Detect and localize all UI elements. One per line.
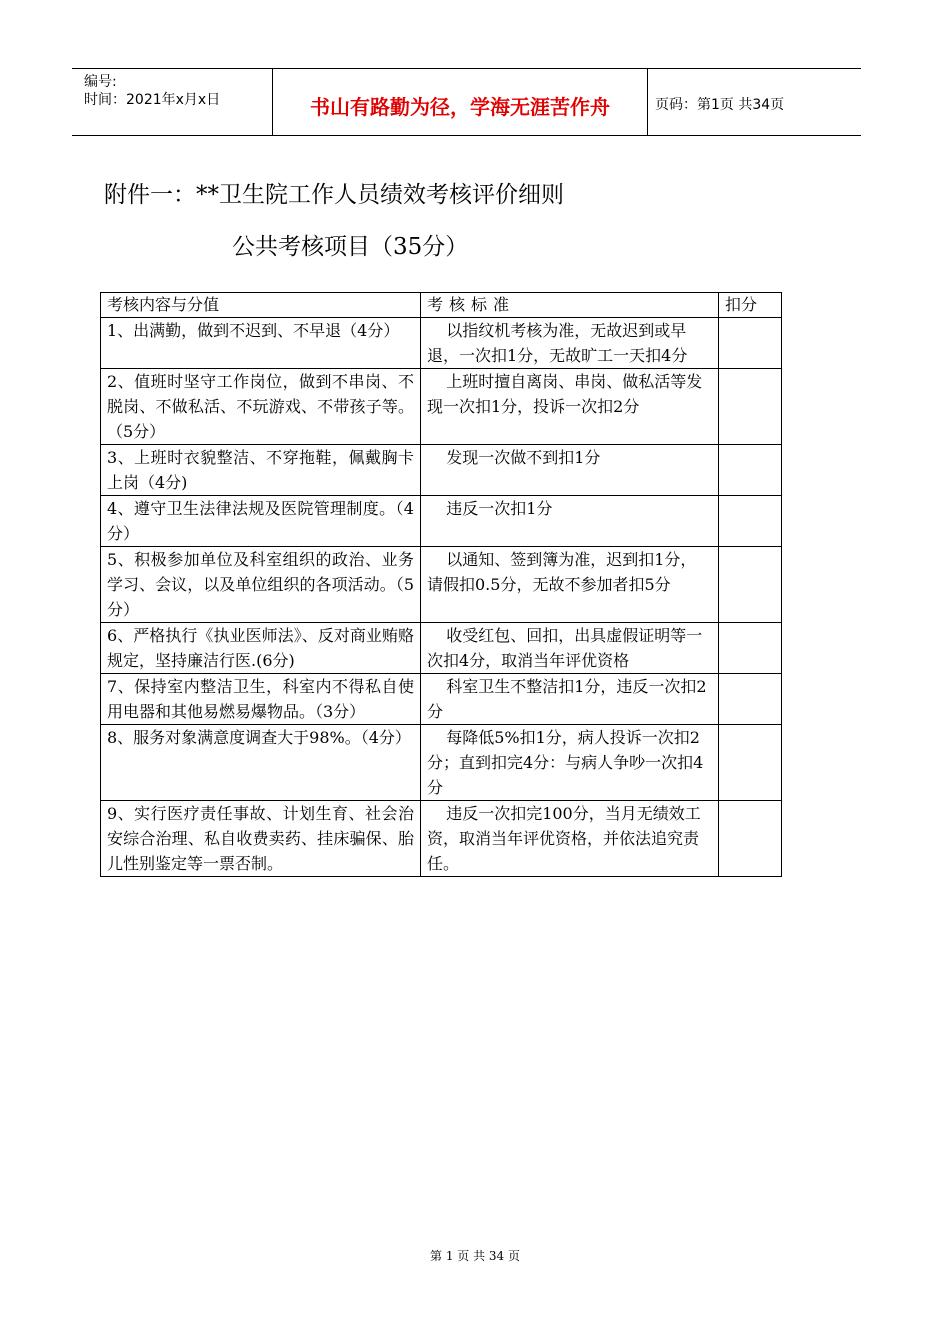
document-subtitle: 公共考核项目（35分） (232, 234, 469, 260)
row-standard: 收受红包、回扣，出具虚假证明等一次扣4分，取消当年评优资格 (421, 623, 719, 674)
row-deduct[interactable] (719, 369, 782, 445)
row-standard: 上班时擅自离岗、串岗、做私活等发现一次扣1分，投诉一次扣2分 (421, 369, 719, 445)
row-deduct[interactable] (719, 725, 782, 801)
column-header-content: 考核内容与分值 (101, 293, 421, 318)
row-content: 1、出满勤，做到不迟到、不早退（4分） (101, 318, 421, 369)
row-standard: 以通知、签到簿为准，迟到扣1分，请假扣0.5分，无故不参加者扣5分 (421, 547, 719, 623)
page-header (72, 68, 861, 136)
page-label: 页码：第1页 共34页 (655, 97, 785, 113)
table-row (101, 318, 782, 369)
row-deduct[interactable] (719, 801, 782, 877)
row-content: 8、服务对象满意度调查大于98%。（4分） (101, 725, 421, 801)
row-content: 6、严格执行《执业医师法》、反对商业贿赂规定，坚持廉洁行医.(6分) (101, 623, 421, 674)
table-row (101, 445, 782, 496)
serial-label: 编号: (84, 74, 117, 90)
header-meta (72, 69, 272, 135)
table-row (101, 725, 782, 801)
row-standard: 以指纹机考核为准，无故迟到或早退，一次扣1分，无故旷工一天扣4分 (421, 318, 719, 369)
row-standard: 违反一次扣完100分，当月无绩效工资，取消当年评优资格，并依法追究责任。 (421, 801, 719, 877)
table-header-row (101, 293, 782, 318)
table-row (101, 496, 782, 547)
table-row (101, 369, 782, 445)
document-title: 附件一：**卫生院工作人员绩效考核评价细则 (104, 182, 564, 208)
table-row (101, 674, 782, 725)
assessment-table (100, 292, 782, 877)
row-standard: 科室卫生不整洁扣1分，违反一次扣2分 (421, 674, 719, 725)
row-content: 2、值班时坚守工作岗位，做到不串岗、不脱岗、不做私活、不玩游戏、不带孩子等。（5分） (101, 369, 421, 445)
row-content: 9、实行医疗责任事故、计划生育、社会治安综合治理、私自收费卖药、挂床骗保、胎儿性别鉴定等一票否制。 (101, 801, 421, 877)
row-standard: 发现一次做不到扣1分 (421, 445, 719, 496)
row-content: 7、保持室内整洁卫生，科室内不得私自使用电器和其他易燃易爆物品。（3分） (101, 674, 421, 725)
row-deduct[interactable] (719, 623, 782, 674)
table-row (101, 623, 782, 674)
row-deduct[interactable] (719, 318, 782, 369)
row-standard: 每降低5%扣1分，病人投诉一次扣2分；直到扣完4分：与病人争吵一次扣4分 (421, 725, 719, 801)
column-header-deduct: 扣分 (719, 293, 782, 318)
page-footer: 第 1 页 共 34 页 (430, 1249, 520, 1263)
row-deduct[interactable] (719, 547, 782, 623)
row-deduct[interactable] (719, 496, 782, 547)
row-content: 3、上班时衣貌整洁、不穿拖鞋，佩戴胸卡上岗（4分) (101, 445, 421, 496)
row-deduct[interactable] (719, 674, 782, 725)
table-row (101, 801, 782, 877)
header-motto-cell (272, 69, 648, 135)
table-row (101, 547, 782, 623)
row-content: 5、积极参加单位及科室组织的政治、业务学习、会议，以及单位组织的各项活动。（5分） (101, 547, 421, 623)
row-standard: 违反一次扣1分 (421, 496, 719, 547)
time-label: 时间：2021年x月x日 (84, 92, 221, 108)
motto: 书山有路勤为径，学海无涯苦作舟 (310, 95, 610, 119)
header-page-cell (647, 69, 861, 135)
column-header-standard: 考核标准 (421, 293, 719, 318)
row-deduct[interactable] (719, 445, 782, 496)
row-content: 4、遵守卫生法律法规及医院管理制度。（4分） (101, 496, 421, 547)
